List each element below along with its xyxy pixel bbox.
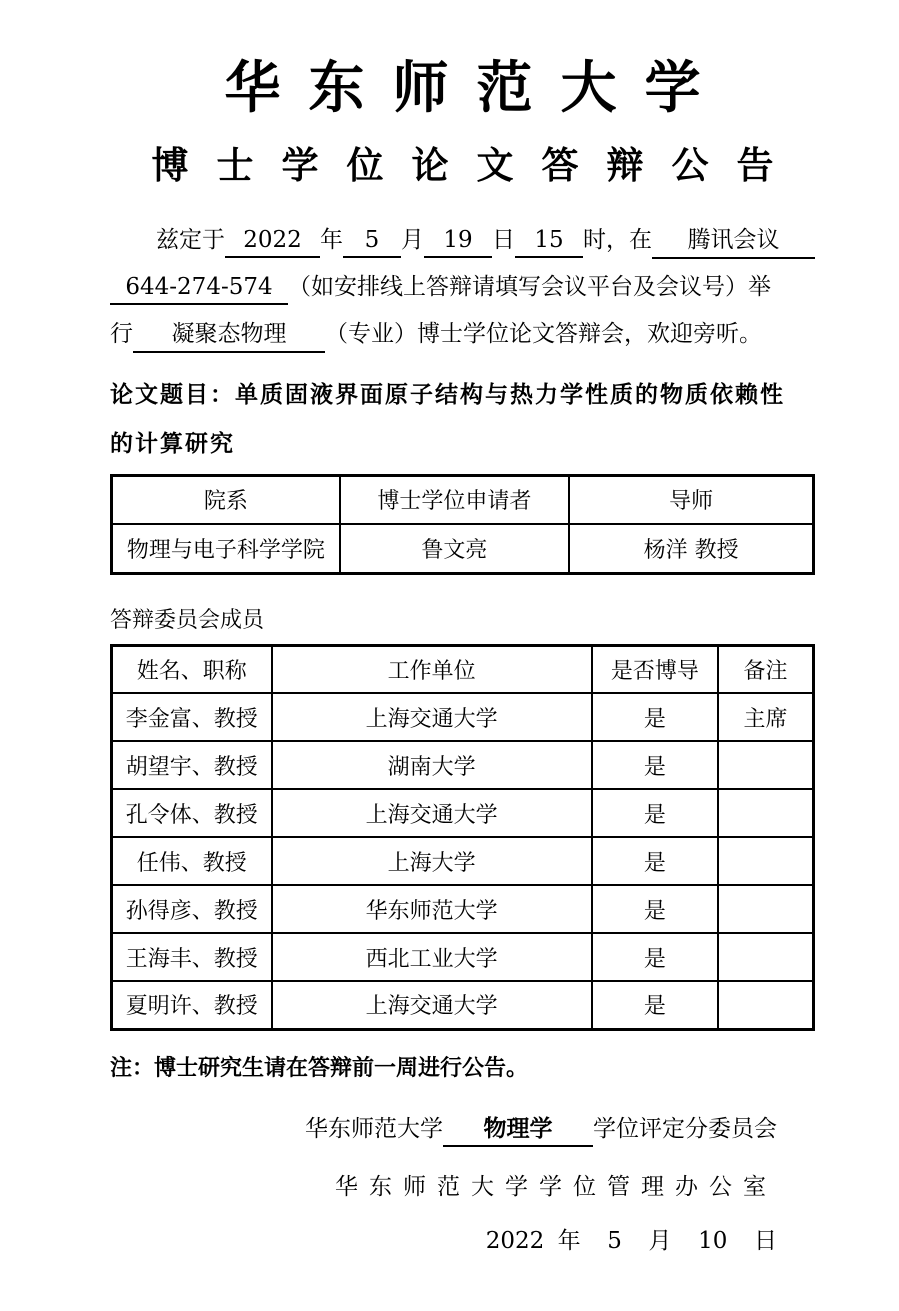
cell-member-supervisor: 是: [592, 693, 718, 741]
cell-member-supervisor: 是: [592, 981, 718, 1029]
intro-text: 兹定于: [156, 226, 225, 253]
committee-row: [112, 933, 814, 981]
cell-member-remark: [718, 933, 813, 981]
intro-line-2: [110, 268, 815, 315]
committee-row: [112, 837, 814, 885]
thesis-title-line-1: 论文题目：单质固液界面原子结构与热力学性质的物质依赖性: [110, 380, 785, 408]
university-title: 华东师范大学: [224, 55, 729, 121]
cell-member-affiliation: 华东师范大学: [272, 885, 592, 933]
note-line: 注：博士研究生请在答辩前一周进行公告。: [110, 1054, 529, 1081]
intro-line-1: [110, 221, 815, 268]
cell-member-affiliation: 湖南大学: [272, 741, 592, 789]
cell-member-name: 任伟、教授: [112, 837, 272, 885]
committee-row: [112, 693, 814, 741]
major-field: 凝聚态物理: [133, 315, 325, 353]
cell-member-name: 孔令体、教授: [112, 789, 272, 837]
committee-header-row: [112, 645, 814, 693]
cell-member-supervisor: 是: [592, 933, 718, 981]
cell-member-name: 孙得彦、教授: [112, 885, 272, 933]
intro-paragraph: [110, 221, 815, 362]
degree-committee-suffix: 学位评定分委员会: [593, 1115, 777, 1142]
cell-supervisor: 杨洋 教授: [569, 524, 813, 573]
month-field: 5: [343, 227, 401, 258]
degree-office-line: 华东师范大学学位管理办公室: [335, 1173, 777, 1200]
committee-table: [110, 644, 815, 1031]
cell-member-affiliation: 上海大学: [272, 837, 592, 885]
thesis-title-block: [110, 370, 815, 468]
intro-text: 日: [492, 226, 515, 253]
intro-text: 时，在: [583, 226, 652, 253]
announcement-title: 博士学位论文答辩公告: [151, 142, 802, 187]
year-field: 2022: [225, 227, 320, 258]
cell-member-supervisor: 是: [592, 741, 718, 789]
intro-text: （如安排线上答辩请填写会议平台及会议号）举: [288, 273, 771, 300]
cell-member-supervisor: 是: [592, 789, 718, 837]
cell-member-supervisor: 是: [592, 885, 718, 933]
subject-field: 物理学: [443, 1110, 593, 1147]
cell-member-name: 李金富、教授: [112, 693, 272, 741]
day-field: 19: [424, 227, 492, 258]
cell-department: 物理与电子科学学院: [112, 524, 340, 573]
header-doctoral-supervisor: 是否博导: [592, 645, 718, 693]
committee-section-label: 答辩委员会成员: [110, 607, 265, 633]
footer-block: [110, 1110, 815, 1255]
committee-row: [112, 885, 814, 933]
meeting-id-field: 644-274-574: [110, 274, 288, 305]
info-data-row: [112, 524, 814, 573]
cell-member-remark: 主席: [718, 693, 813, 741]
platform-field: 腾讯会议: [652, 221, 815, 259]
header-applicant: 博士学位申请者: [340, 475, 570, 524]
intro-text: 年: [320, 226, 343, 253]
header-department: 院系: [112, 475, 340, 524]
header-remark: 备注: [718, 645, 813, 693]
intro-line-3: [110, 315, 815, 362]
header-supervisor: 导师: [569, 475, 813, 524]
thesis-title-line-2: 的计算研究: [110, 429, 235, 457]
cell-member-affiliation: 上海交通大学: [272, 693, 592, 741]
cell-member-supervisor: 是: [592, 837, 718, 885]
hour-field: 15: [515, 227, 583, 258]
intro-text: 月: [401, 226, 424, 253]
cell-member-remark: [718, 981, 813, 1029]
applicant-info-table: [110, 474, 815, 575]
degree-committee-line: [110, 1110, 777, 1147]
cell-member-name: 夏明许、教授: [112, 981, 272, 1029]
date-line: 2022 年 5 月 10 日: [485, 1227, 777, 1254]
cell-member-name: 王海丰、教授: [112, 933, 272, 981]
cell-member-affiliation: 上海交通大学: [272, 789, 592, 837]
cell-member-remark: [718, 789, 813, 837]
cell-applicant: 鲁文亮: [340, 524, 570, 573]
committee-row: [112, 789, 814, 837]
cell-member-remark: [718, 837, 813, 885]
cell-member-remark: [718, 885, 813, 933]
cell-member-affiliation: 西北工业大学: [272, 933, 592, 981]
degree-committee-prefix: 华东师范大学: [305, 1115, 443, 1142]
info-header-row: [112, 475, 814, 524]
cell-member-name: 胡望宇、教授: [112, 741, 272, 789]
intro-text: 行: [110, 320, 133, 347]
committee-row: [112, 981, 814, 1029]
header-name-title: 姓名、职称: [112, 645, 272, 693]
committee-row: [112, 741, 814, 789]
intro-text: （专业）博士学位论文答辩会，欢迎旁听。: [325, 320, 762, 347]
cell-member-remark: [718, 741, 813, 789]
cell-member-affiliation: 上海交通大学: [272, 981, 592, 1029]
header-affiliation: 工作单位: [272, 645, 592, 693]
